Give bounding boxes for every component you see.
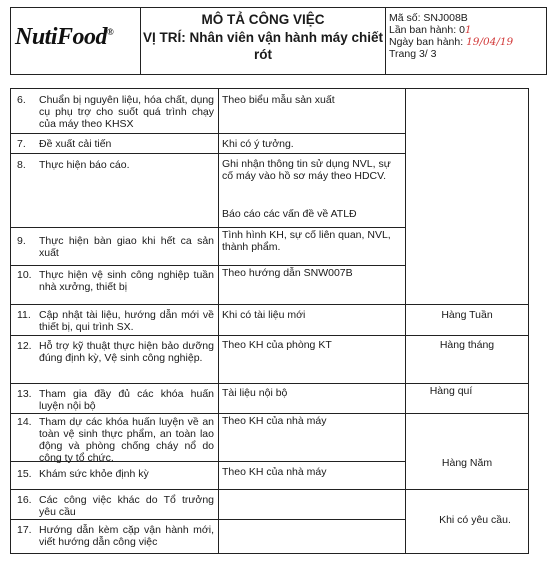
- row-divider: [11, 413, 529, 414]
- document-meta: [389, 12, 547, 60]
- row-divider: [11, 133, 405, 134]
- row-note: Theo hướng dẫn SNW007B: [222, 267, 353, 279]
- frequency-on-request: Khi có yêu cầu.: [439, 514, 511, 526]
- row-divider: [11, 227, 405, 228]
- row-note: Theo biểu mẫu sản xuất: [222, 94, 335, 106]
- row-divider: [11, 265, 405, 266]
- row-note: Khi có ý tưởng.: [222, 138, 294, 150]
- row-note: Tài liệu nội bộ: [222, 387, 288, 399]
- frequency-weekly: Hàng Tuần: [441, 309, 493, 321]
- issue-number: Lần ban hành: 01: [389, 24, 472, 36]
- issue-handwritten: 1: [464, 24, 472, 36]
- row-divider: [11, 335, 529, 336]
- task-table: 6. Chuẩn bị nguyên liệu, hóa chất, dụng cụ phụ trợ cho suốt quá trình chạy của máy theo KHSX Theo biểu mẫu sản xuất 7. Đề xuất cải tiến Khi có ý tưởng. 8. Thực hiện báo cáo. Ghi nhận thông tin sử dụng NVL, sự cố máy vào hồ sơ máy theo HDCV. Báo cáo các vấn đề về ATLĐ 9. Thực hiện bàn giao khi hết ca sản xuất Tình hình KH, sự cố liên quan, NVL, thành phẩm. 10. Thực hiện vệ sinh công nghiệp tuần nhà xưởng, thiết bị Theo hướng dẫn SNW007B 11. Cập nhật tài liệu, hướng dẫn mới về thiết bị, qui trình SX. Khi có tài liệu mới Hàng Tuần 12. Hỗ trợ kỹ thuật thực hiện bảo dưỡng đúng định kỳ, Vệ sinh công nghiệp. Theo KH của phòng KT Hàng tháng 13. Tham gia đầy đủ các khóa huấn luyện nội bộ Tài liệu nội bộ Hàng quí 14. Tham dự các khóa huấn luyện về an toàn vệ sinh thực phẩm, an toàn lao động và phòng chống cháy nổ do công ty tổ chức. Theo KH của nhà máy Hàng Năm 15. Khám sức khỏe định kỳ Theo KH của nhà máy 16. Các công việc khác do Tổ trưởng yêu cầu 17. Hướng dẫn kèm cặp vận hành mới, viết hướng dẫn công việc Khi có yêu cầu.: [10, 88, 529, 554]
- frequency-monthly: Hàng tháng: [439, 339, 495, 351]
- row-note: Theo KH của nhà máy: [222, 466, 327, 478]
- row-note: Theo KH của phòng KT: [222, 339, 332, 351]
- issue-date: Ngày ban hành: 19/04/19: [389, 36, 514, 48]
- company-logo: [15, 24, 139, 60]
- frequency-quarterly: Hàng quí: [429, 385, 473, 397]
- title-line-1: MÔ TẢ CÔNG VIỆC: [201, 12, 325, 27]
- document-header: [10, 7, 547, 75]
- frequency-yearly: Hàng Năm: [441, 457, 493, 469]
- title-line-2: VỊ TRÍ: Nhân viên vận hành máy chiết rót: [142, 30, 384, 62]
- header-divider: [385, 8, 386, 74]
- document-title: [141, 11, 385, 63]
- registered-mark-icon: ®: [107, 27, 114, 37]
- issue-date-handwritten: 19/04/19: [466, 36, 514, 48]
- row-note-2: Báo cáo các vấn đề về ATLĐ: [222, 208, 357, 220]
- column-divider: [218, 89, 219, 553]
- doc-number: Mã số: SNJ008B: [389, 12, 468, 24]
- row-note: Ghi nhận thông tin sử dụng NVL, sự cố máy vào hồ sơ máy theo HDCV.: [222, 158, 391, 182]
- row-divider: [11, 304, 529, 305]
- row-note: Tình hình KH, sự cố liên quan, NVL, thành phẩm.: [222, 229, 391, 253]
- row-note: Theo KH của nhà máy: [222, 415, 327, 427]
- row-divider: [11, 383, 529, 384]
- row-note: Khi có tài liệu mới: [222, 309, 306, 321]
- row-divider: [11, 519, 405, 520]
- row-divider: [11, 153, 405, 154]
- row-divider: [11, 489, 529, 490]
- page-number: Trang 3/ 3: [389, 48, 437, 60]
- logo-text: NutiFood: [15, 24, 108, 50]
- column-divider: [405, 89, 406, 553]
